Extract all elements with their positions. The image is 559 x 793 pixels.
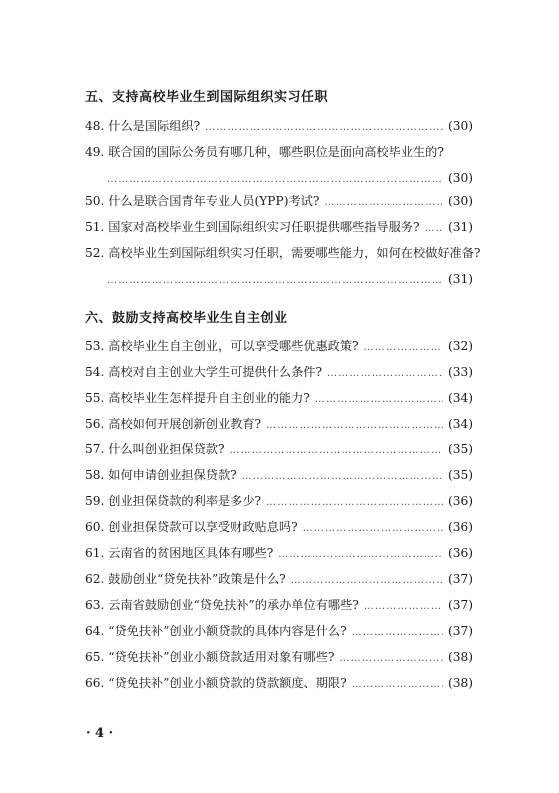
toc-page-ref: (30) [447, 119, 473, 133]
toc-entry-text: 56. 高校如何开展创新创业教育? [85, 417, 262, 431]
leader-dots [339, 651, 443, 667]
toc-entry-text: 54. 高校对自主创业大学生可提供什么条件? [85, 365, 322, 379]
toc-page-ref: (37) [447, 572, 473, 586]
toc-page-ref: (31) [447, 272, 473, 286]
toc-page-ref: (36) [447, 520, 473, 534]
toc-entry-text: 60. 创业担保贷款可以享受财政贴息吗? [85, 520, 298, 534]
toc-page-ref: (37) [447, 624, 473, 638]
toc-entry-51[interactable] [85, 219, 473, 237]
leader-dots [364, 340, 443, 356]
toc-page-ref: (30) [447, 194, 473, 208]
toc-page-ref: (35) [447, 468, 473, 482]
toc-entry-52[interactable] [85, 245, 481, 289]
toc-page-ref: (33) [447, 365, 473, 379]
toc-entry-64[interactable] [85, 623, 473, 641]
leader-dots [315, 392, 443, 408]
toc-page-ref: (34) [447, 391, 473, 405]
leader-dots [324, 195, 443, 211]
toc-entry-58[interactable] [85, 467, 473, 485]
leader-dots [266, 495, 443, 511]
leader-dots [107, 172, 443, 188]
toc-entry-text: 57. 什么叫创业担保贷款? [85, 442, 225, 456]
leader-dots [107, 273, 443, 289]
leader-dots [205, 120, 443, 136]
leader-dots [278, 547, 443, 563]
toc-entry-50[interactable] [85, 193, 473, 211]
toc-entry-60[interactable] [85, 519, 473, 537]
toc-page-ref: (32) [447, 339, 473, 353]
toc-entry-text: 64. “贷免扶补”创业小额贷款的具体内容是什么? [85, 624, 347, 638]
toc-entry-56[interactable] [85, 416, 473, 434]
toc-entry-text: 49. 联合国的国际公务员有哪几种，哪些职位是面向高校毕业生的? [85, 145, 444, 159]
page-number: · 4 · [86, 726, 114, 741]
toc-entry-48[interactable] [85, 118, 473, 136]
toc-entry-text: 50. 什么是联合国青年专业人员(YPP)考试? [85, 194, 320, 208]
leader-dots [291, 573, 443, 589]
toc-entry-text: 55. 高校毕业生怎样提升自主创业的能力? [85, 391, 310, 405]
toc-entry-59[interactable] [85, 493, 473, 511]
toc-entry-text: 58. 如何申请创业担保贷款? [85, 468, 237, 482]
toc-entry-53[interactable] [85, 338, 473, 356]
toc-page-ref: (30) [447, 171, 473, 185]
toc-entry-65[interactable] [85, 649, 473, 667]
toc-entry-61[interactable] [85, 545, 473, 563]
toc-page-ref: (37) [447, 598, 473, 612]
toc-page-ref: (36) [447, 494, 473, 508]
toc-page-ref: (38) [447, 676, 473, 690]
leader-dots [424, 221, 442, 237]
section-title-6: 六、鼓励支持高校毕业生自主创业 [85, 311, 288, 326]
leader-dots [266, 418, 443, 434]
toc-page-ref: (38) [447, 650, 473, 664]
toc-entry-49[interactable] [85, 144, 473, 188]
toc-entry-text: 62. 鼓励创业“贷免扶补”政策是什么? [85, 572, 286, 586]
leader-dots [303, 521, 443, 537]
toc-entry-text: 52. 高校毕业生到国际组织实习任职，需要哪些能力，如何在校做好准备? [85, 246, 481, 260]
toc-entry-text: 59. 创业担保贷款的利率是多少? [85, 494, 262, 508]
toc-entry-62[interactable] [85, 571, 473, 589]
leader-dots [352, 677, 443, 693]
toc-entry-55[interactable] [85, 390, 473, 408]
toc-entry-text: 48. 什么是国际组织? [85, 119, 201, 133]
toc-entry-text: 65. “贷免扶补”创业小额贷款适用对象有哪些? [85, 650, 335, 664]
leader-dots [352, 625, 443, 641]
toc-entry-57[interactable] [85, 441, 473, 459]
toc-entry-63[interactable] [85, 597, 473, 615]
leader-dots [327, 366, 443, 382]
toc-entry-text: 66. “贷免扶补”创业小额贷款的贷款额度、期限? [85, 676, 347, 690]
toc-entry-text: 63. 云南省鼓励创业“贷免扶补”的承办单位有哪些? [85, 598, 359, 612]
toc-page-ref: (34) [447, 417, 473, 431]
leader-dots [229, 443, 442, 459]
leader-dots [364, 599, 443, 615]
toc-entry-66[interactable] [85, 675, 473, 693]
toc-page-ref: (36) [447, 546, 473, 560]
toc-page-ref: (35) [447, 442, 473, 456]
toc-page-ref: (31) [447, 220, 473, 234]
leader-dots [242, 469, 443, 485]
toc-entry-text: 51. 国家对高校毕业生到国际组织实习任职提供哪些指导服务? [85, 220, 420, 234]
toc-entry-text: 61. 云南省的贫困地区具体有哪些? [85, 546, 274, 560]
section-title-5: 五、支持高校毕业生到国际组织实习任职 [85, 90, 329, 105]
toc-entry-text: 53. 高校毕业生自主创业，可以享受哪些优惠政策? [85, 339, 359, 353]
toc-entry-54[interactable] [85, 364, 473, 382]
